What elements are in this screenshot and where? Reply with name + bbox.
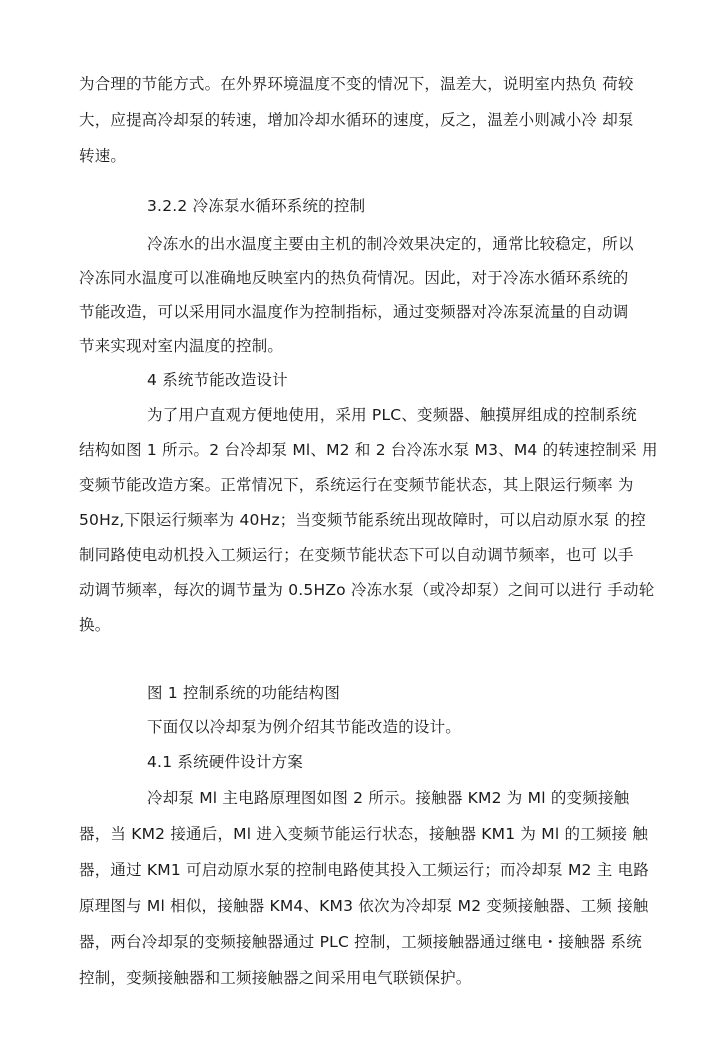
paragraph-line: 器，当 KM2 接通后，Ml 进入变频节能运行状态，接触器 KM1 为 Ml 的工频接 触 xyxy=(79,825,649,843)
paragraph-line: 变频节能改造方案。正常情况下，系统运行在变频节能状态，其上限运行频率 为 xyxy=(79,476,634,494)
paragraph-line: 为了用户直观方便地使用，采用 PLC、变频器、触摸屏组成的控制系统 xyxy=(147,406,637,424)
paragraph-line: 制同路使电动机投入工频运行；在变频节能状态下可以自动调节频率，也可 以手 xyxy=(79,546,634,564)
paragraph-line: 节能改造，可以采用同水温度作为控制指标，通过变频器对冷冻泵流量的自动调 xyxy=(79,303,629,321)
section-heading: 3.2.2 冷冻泵水循环系统的控制 xyxy=(147,197,366,215)
paragraph-line: 冷却泵 Ml 主电路原理图如图 2 所示。接触器 KM2 为 Ml 的变频接触 xyxy=(147,789,630,807)
paragraph-line: 冷冻同水温度可以准确地反映室内的热负荷情况。因此，对于冷冻水循环系统的 xyxy=(79,269,629,287)
section-heading: 4.1 系统硬件设计方案 xyxy=(147,753,303,771)
paragraph-line: 器，通过 KM1 可启动原水泵的控制电路使其投入工频运行；而冷却泵 M2 主 电路 xyxy=(79,861,649,879)
paragraph-line: 为合理的节能方式。在外界环境温度不变的情况下，温差大，说明室内热负 荷较 xyxy=(79,75,634,93)
paragraph-line: 冷冻水的出水温度主要由主机的制冷效果决定的，通常比较稳定，所以 xyxy=(147,235,634,253)
paragraph-line: 下面仅以冷却泵为例介绍其节能改造的设计。 xyxy=(147,718,462,736)
figure-caption: 图 1 控制系统的功能结构图 xyxy=(147,684,341,702)
paragraph-line: 动调节频率，每次的调节量为 0.5HZo 冷冻水泵（或冷却泵）之间可以进行 手动轮 xyxy=(79,581,655,599)
paragraph-line: 节来实现对室内温度的控制。 xyxy=(79,337,284,355)
paragraph-line: 转速。 xyxy=(79,147,127,165)
paragraph-line: 50Hz,下限运行频率为 40Hz；当变频节能系统出现故障时，可以启动原水泵 的控 xyxy=(79,511,647,529)
paragraph-line: 结构如图 1 所示。2 台冷却泵 Ml、M2 和 2 台冷冻水泵 M3、M4 的转速控制采 用 xyxy=(79,441,658,459)
paragraph-line: 控制，变频接触器和工频接触器之间采用电气联锁保护。 xyxy=(79,969,472,987)
paragraph-line: 原理图与 Ml 相似，接触器 KM4、KM3 依次为冷却泵 M2 变频接触器、工频 接触 xyxy=(79,897,649,915)
paragraph-line: 大，应提高冷却泵的转速，增加冷却水循环的速度，反之，温差小则减小冷 却泵 xyxy=(79,111,634,129)
section-heading: 4 系统节能改造设计 xyxy=(147,371,288,389)
paragraph-line: 换。 xyxy=(79,616,111,634)
paragraph-line: 器，两台冷却泵的变频接触器通过 PLC 控制，工频接触器通过继电・接触器 系统 xyxy=(79,933,642,951)
